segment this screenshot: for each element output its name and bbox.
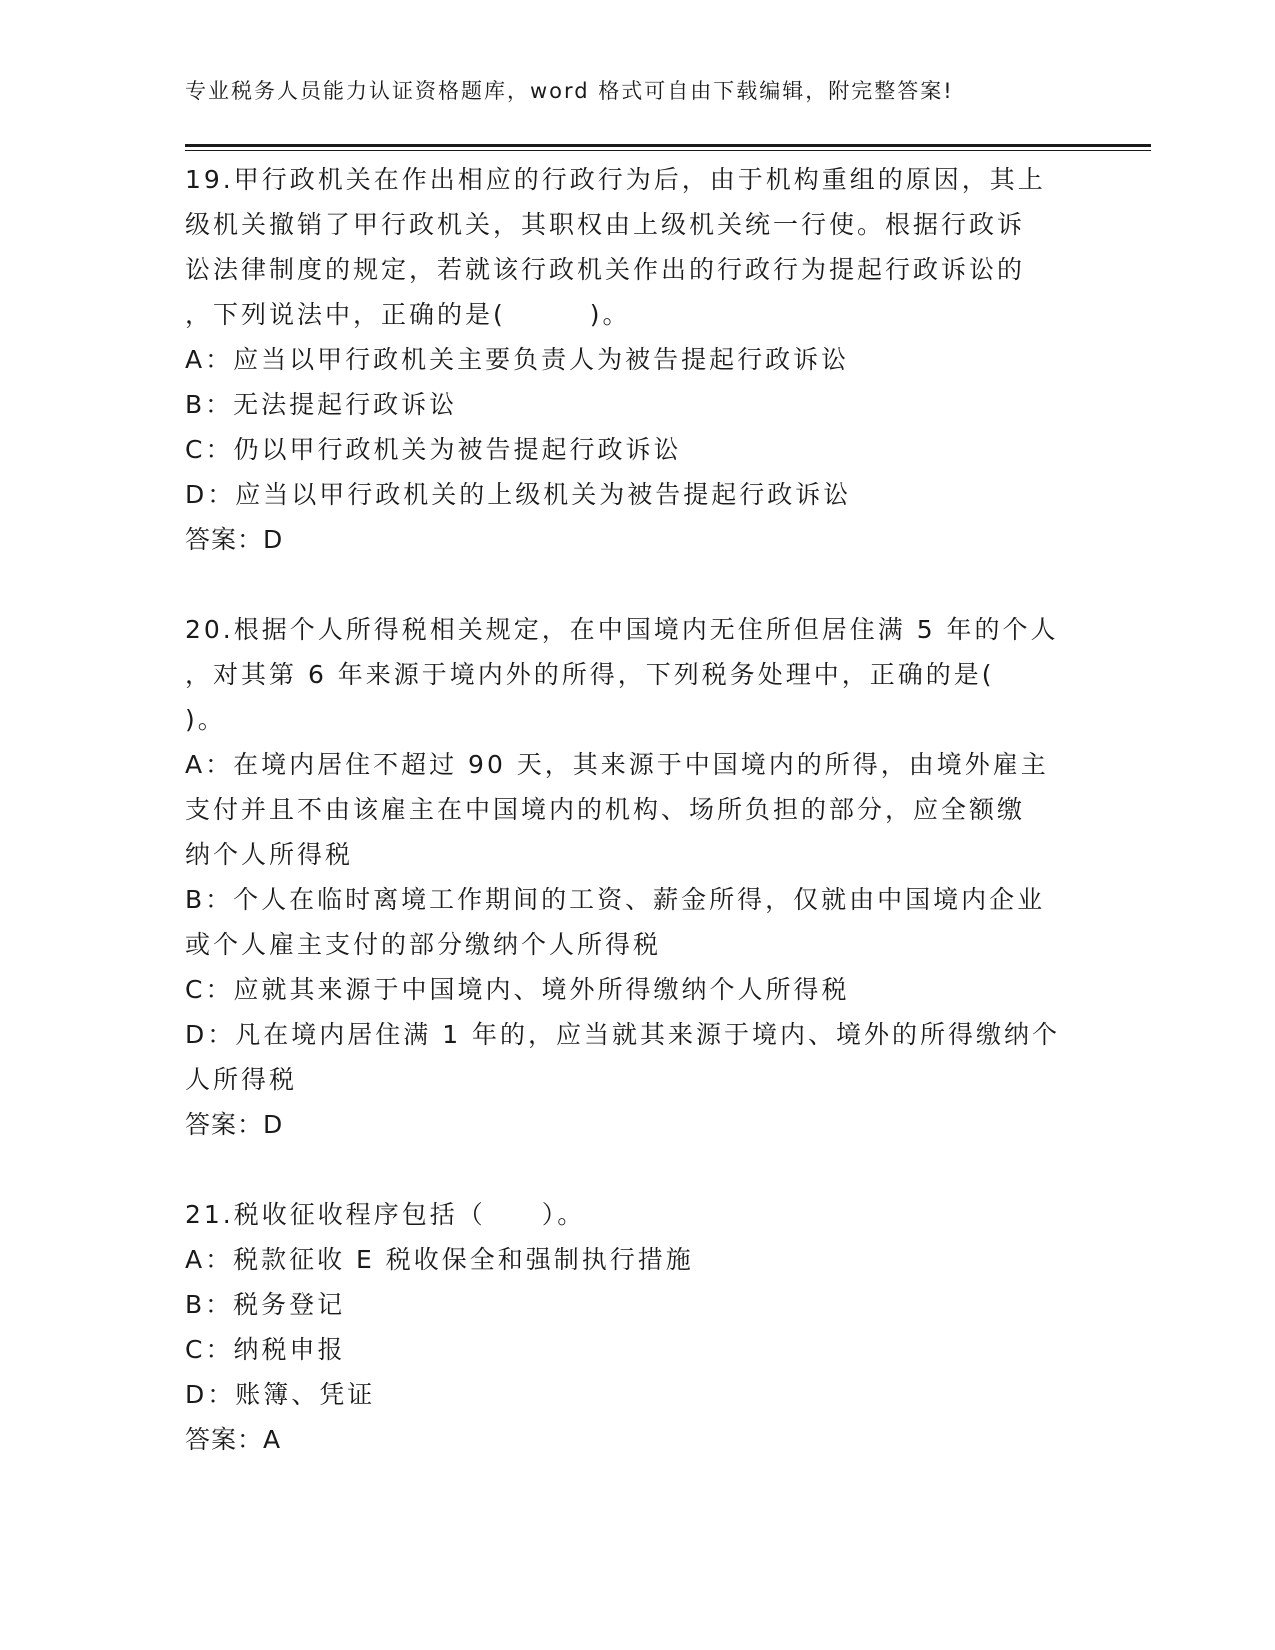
answer: 答案：D — [185, 525, 284, 554]
question-stem: 讼法律制度的规定，若就该行政机关作出的行政行为提起行政诉讼的 — [185, 255, 1026, 284]
option-a: 支付并且不由该雇主在中国境内的机构、场所负担的部分，应全额缴 — [185, 795, 1026, 824]
option-a: A：应当以甲行政机关主要负责人为被告提起行政诉讼 — [185, 345, 850, 374]
option-c: C：仍以甲行政机关为被告提起行政诉讼 — [185, 435, 682, 464]
question-stem: ，对其第 6 年来源于境内外的所得，下列税务处理中，正确的是( — [185, 660, 995, 689]
option-a: 纳个人所得税 — [185, 840, 354, 869]
option-c: C：应就其来源于中国境内、境外所得缴纳个人所得税 — [185, 975, 850, 1004]
option-b: B：无法提起行政诉讼 — [185, 390, 458, 419]
option-b: B：税务登记 — [185, 1290, 346, 1319]
answer: 答案：A — [185, 1425, 282, 1454]
option-a: A：税款征收 E 税收保全和强制执行措施 — [185, 1245, 694, 1274]
answer: 答案：D — [185, 1110, 284, 1139]
question-20 — [185, 607, 1085, 1147]
header-divider-thin — [185, 150, 1151, 151]
question-stem: ，下列说法中，正确的是( )。 — [185, 300, 631, 329]
option-c: C：纳税申报 — [185, 1335, 346, 1364]
option-d: D：应当以甲行政机关的上级机关为被告提起行政诉讼 — [185, 480, 852, 509]
option-d: D：凡在境内居住满 1 年的，应当就其来源于境内、境外的所得缴纳个 — [185, 1020, 1061, 1049]
question-stem: )。 — [185, 705, 226, 734]
question-stem: 级机关撤销了甲行政机关，其职权由上级机关统一行使。根据行政诉 — [185, 210, 1026, 239]
question-stem: 20.根据个人所得税相关规定，在中国境内无住所但居住满 5 年的个人 — [185, 615, 1059, 644]
question-19 — [185, 157, 1085, 562]
option-b: 或个人雇主支付的部分缴纳个人所得税 — [185, 930, 662, 959]
page-header: 专业税务人员能力认证资格题库，word 格式可自由下载编辑，附完整答案! — [185, 79, 954, 103]
question-spacer — [185, 562, 1085, 607]
question-list — [185, 157, 1085, 1462]
option-b: B：个人在临时离境工作期间的工资、薪金所得，仅就由中国境内企业 — [185, 885, 1046, 914]
option-d: 人所得税 — [185, 1065, 298, 1094]
question-21 — [185, 1192, 1085, 1462]
question-stem: 19.甲行政机关在作出相应的行政行为后，由于机构重组的原因，其上 — [185, 165, 1046, 194]
option-d: D：账簿、凭证 — [185, 1380, 376, 1409]
header-divider-thick — [185, 144, 1151, 147]
question-stem: 21.税收征收程序包括（ ）。 — [185, 1200, 586, 1229]
question-spacer — [185, 1147, 1085, 1192]
option-a: A：在境内居住不超过 90 天，其来源于中国境内的所得，由境外雇主 — [185, 750, 1049, 779]
